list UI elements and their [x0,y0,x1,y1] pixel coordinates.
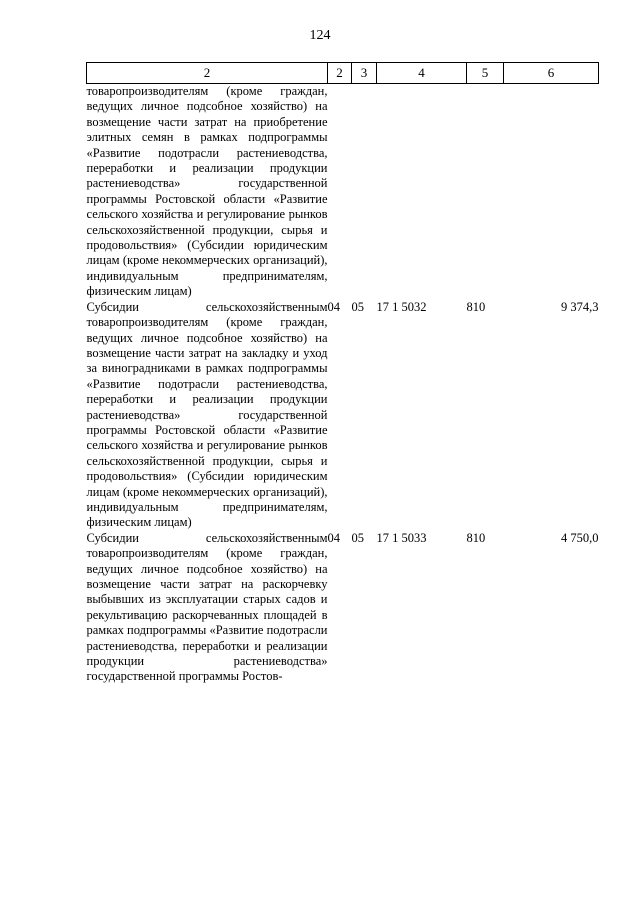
header-col-3: 3 [352,63,377,84]
row-subsection: 05 [351,530,364,545]
row-description: Субсидии сельскохозяйственным товаропроизводителям (кроме граждан, ведущих личное подсобное хозяйство) на возмещение части затрат на закладку и уход за виноградниками в рамках подпрограммы «Развитие подотрасли растениеводства, переработки и реализации продукции растениеводства» государственной программы Ростовской области «Развитие сельского хозяйства и регулирование рынков сельскохозяйственной продукции, сырья и продовольствия» (Субсидии юридическим лицам (кроме некоммерческих организаций), индивидуальным предпринимателям, физическим лицам) [86,299,328,530]
header-row [87,63,599,84]
row-subsection [352,84,377,300]
table-row [87,300,599,531]
row-expense-type: 810 [466,299,486,314]
row-subsection: 05 [351,299,364,314]
row-description: Субсидии сельскохозяйственным товаропроизводителям (кроме граждан, ведущих личное подсобное хозяйство) на возмещение части затрат на раскорчевку выбывших из эксплуатации старых садов и рекультивацию раскорчеванных площадей в рамках подпрограммы «Развитие подотрасли растениеводства, переработки и реализации продукции растениеводства» государственной программы Ростов- [86,530,328,684]
header-col-2b: 2 [328,63,352,84]
table-row [87,84,599,300]
budget-table [86,62,599,685]
row-target-code: 17 1 5033 [376,530,427,545]
row-description: товаропроизводителям (кроме граждан, ведущих личное подсобное хозяйство) на возмещение части затрат на приобретение элитных семян в рамках подпрограммы «Развитие подотрасли растениеводства, переработки и реализации продукции растениеводства» государственной программы Ростовской области «Развитие сельского хозяйства и регулирование рынков сельскохозяйственной продукции, сырья и продовольствия» (Субсидии юридическим лицам (кроме некоммерческих организаций), индивидуальным предпринимателям, физическим лицам) [86,84,328,299]
row-target-code [377,84,467,300]
header-col-4: 4 [377,63,467,84]
table-row [87,531,599,685]
row-amount [504,84,599,300]
header-col-6: 6 [504,63,599,84]
header-col-5: 5 [467,63,504,84]
row-amount: 4 750,0 [561,530,599,545]
page-number: 124 [309,28,331,43]
header-col-2: 2 [87,63,328,84]
row-section: 04 [327,530,340,545]
row-section [328,84,352,300]
row-target-code: 17 1 5032 [376,299,427,314]
row-section: 04 [327,299,340,314]
row-amount: 9 374,3 [561,299,599,314]
row-expense-type: 810 [466,530,486,545]
row-expense-type [467,84,504,300]
